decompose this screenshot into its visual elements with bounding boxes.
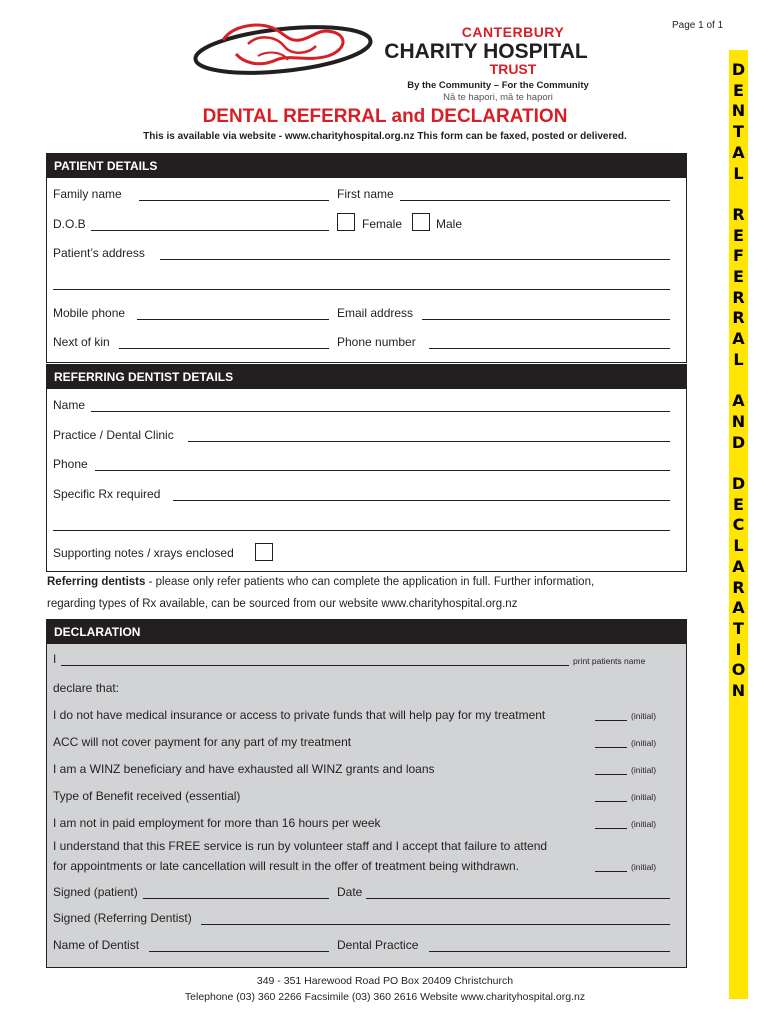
initial-label-6: (initial) [631,862,657,872]
logo-charity-hospital: CHARITY HOSPITAL [384,40,588,63]
practice-label: Practice / Dental Clinic [53,428,174,442]
declaration-item-4: Type of Benefit received (essential) [53,789,241,803]
email-field[interactable] [422,306,670,320]
initial-label-3: (initial) [631,765,657,775]
supporting-notes-label: Supporting notes / xrays enclosed [53,546,234,560]
family-name-label: Family name [53,187,122,201]
declaration-i-label: I [53,652,57,666]
signed-dentist-label: Signed (Referring Dentist) [53,911,192,925]
note-bold: Referring dentists [47,576,146,588]
dob-label: D.O.B [53,217,86,231]
initial-field-4[interactable] [595,790,627,802]
email-label: Email address [337,306,414,320]
footer-address: 349 - 351 Harewood Road PO Box 20409 Christchurch [256,975,514,987]
hands-heart-icon [188,20,388,104]
referring-dentists-note-line1 [47,576,594,588]
dental-practice-field[interactable] [429,938,670,952]
dentist-phone-label: Phone [53,457,88,471]
initial-field-2[interactable] [595,736,627,748]
dentist-name-field-2[interactable] [149,938,329,952]
dentist-name-label-2: Name of Dentist [53,938,140,952]
specific-rx-field-line2[interactable] [53,517,670,531]
first-name-label: First name [337,187,394,201]
dentist-phone-field[interactable] [95,457,670,471]
side-vertical-title: D E N T A L R E F E R R A L A N D D E C L A R A T I O N [731,60,746,701]
phone-number-label: Phone number [337,335,416,349]
declaration-item-1: I do not have medical insurance or access to private funds that will help pay for my treatment [53,708,546,722]
male-label: Male [436,217,463,231]
patient-details-section [46,153,687,363]
print-name-label: print patients name [573,656,646,666]
referring-dentists-note-line2: regarding types of Rx available, can be sourced from our website www.charityhospital.org.nz [47,598,518,610]
female-checkbox[interactable] [337,213,355,231]
dentist-name-label: Name [53,398,86,412]
signed-dentist-field[interactable] [201,911,670,925]
initial-label-1: (initial) [631,711,657,721]
family-name-field[interactable] [139,187,329,201]
dob-field[interactable] [91,217,329,231]
logo-maori-tagline: Nā te hapori, mā te hapori [443,92,553,103]
declaration-item-5: I am not in paid employment for more than 16 hours per week [53,816,381,830]
address-label: Patient’s address [53,246,145,260]
female-label: Female [362,217,403,231]
initial-field-1[interactable] [595,709,627,721]
form-subtitle: This is available via website - www.charityhospital.org.nz This form can be faxed, posted or delivered. [143,131,627,142]
next-of-kin-field[interactable] [119,335,329,349]
initial-field-6[interactable] [595,860,627,872]
referring-dentist-heading: REFERRING DENTIST DETAILS [47,365,686,389]
declaration-item-6-line1: I understand that this FREE service is run by volunteer staff and I accept that failure to attend [53,839,548,853]
declaration-item-3: I am a WINZ beneficiary and have exhausted all WINZ grants and loans [53,762,435,776]
signed-patient-label: Signed (patient) [53,885,138,899]
mobile-phone-field[interactable] [137,306,329,320]
logo-trust: TRUST [489,61,537,77]
note-text1: - please only refer patients who can complete the application in full. Further information, [145,576,595,588]
patient-details-heading: PATIENT DETAILS [47,154,686,178]
hospital-logo [188,20,593,104]
male-checkbox[interactable] [412,213,430,231]
supporting-notes-checkbox[interactable] [255,543,273,561]
logo-canterbury: CANTERBURY [461,24,565,40]
dental-practice-label: Dental Practice [337,938,419,952]
patient-print-name-field[interactable] [61,652,569,666]
declaration-item-2: ACC will not cover payment for any part of my treatment [53,735,352,749]
first-name-field[interactable] [400,187,670,201]
date-field[interactable] [366,885,670,899]
phone-number-field[interactable] [429,335,670,349]
initial-field-3[interactable] [595,763,627,775]
signed-patient-field[interactable] [143,885,329,899]
footer-contact: Telephone (03) 360 2266 Facsimile (03) 360 2616 Website www.charityhospital.org.nz [184,991,586,1003]
initial-label-2: (initial) [631,738,657,748]
declaration-heading: DECLARATION [47,620,686,644]
specific-rx-field-line1[interactable] [173,487,670,501]
mobile-phone-label: Mobile phone [53,306,126,320]
initial-label-5: (initial) [631,819,657,829]
specific-rx-label: Specific Rx required [53,487,161,501]
dentist-name-field[interactable] [91,398,670,412]
practice-field[interactable] [188,428,670,442]
logo-tagline: By the Community – For the Community [407,80,589,91]
date-label: Date [337,885,363,899]
declare-that-label: declare that: [53,681,120,695]
address-field-line2[interactable] [53,276,670,290]
initial-field-5[interactable] [595,817,627,829]
referring-dentist-section [46,364,687,572]
form-title: DENTAL REFERRAL and DECLARATION [202,106,568,127]
initial-label-4: (initial) [631,792,657,802]
next-of-kin-label: Next of kin [53,335,110,349]
declaration-section [46,619,687,968]
address-field-line1[interactable] [160,246,670,260]
page-number: Page 1 of 1 [672,20,724,31]
declaration-item-6-line2: for appointments or late cancellation will result in the offer of treatment being withdrawn. [53,859,520,873]
